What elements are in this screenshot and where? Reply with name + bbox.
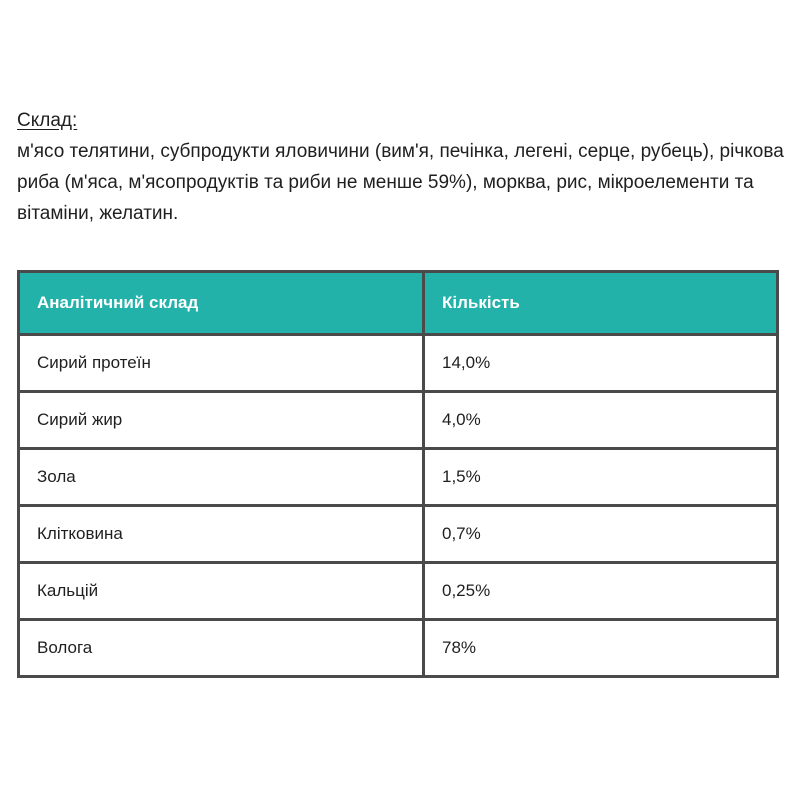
table-row [19,449,778,506]
table-row [19,620,778,677]
row-value: 1,5% [424,449,778,506]
row-value: 4,0% [424,392,778,449]
table-row [19,563,778,620]
table-row [19,506,778,563]
table-row [19,335,778,392]
composition-section [17,105,787,229]
row-value: 0,25% [424,563,778,620]
composition-text: м'ясо телятини, субпродукти яловичини (вим'я, печінка, легені, серце, рубець), річкова риба (м'яса, м'ясопродуктів та риби не менше 59%), морква, рис, мікроелементи та вітаміни, желатин. [17,141,784,224]
row-name: Волога [19,620,424,677]
row-name: Клітковина [19,506,424,563]
table-row [19,392,778,449]
composition-heading: Склад: [17,110,78,131]
row-name: Кальцій [19,563,424,620]
table-header-row [19,272,778,335]
row-name: Зола [19,449,424,506]
column-header-analysis: Аналітичний склад [19,272,424,335]
row-value: 78% [424,620,778,677]
row-value: 14,0% [424,335,778,392]
row-name: Сирий протеїн [19,335,424,392]
column-header-quantity: Кількість [424,272,778,335]
row-value: 0,7% [424,506,778,563]
row-name: Сирий жир [19,392,424,449]
analysis-table [17,270,779,678]
